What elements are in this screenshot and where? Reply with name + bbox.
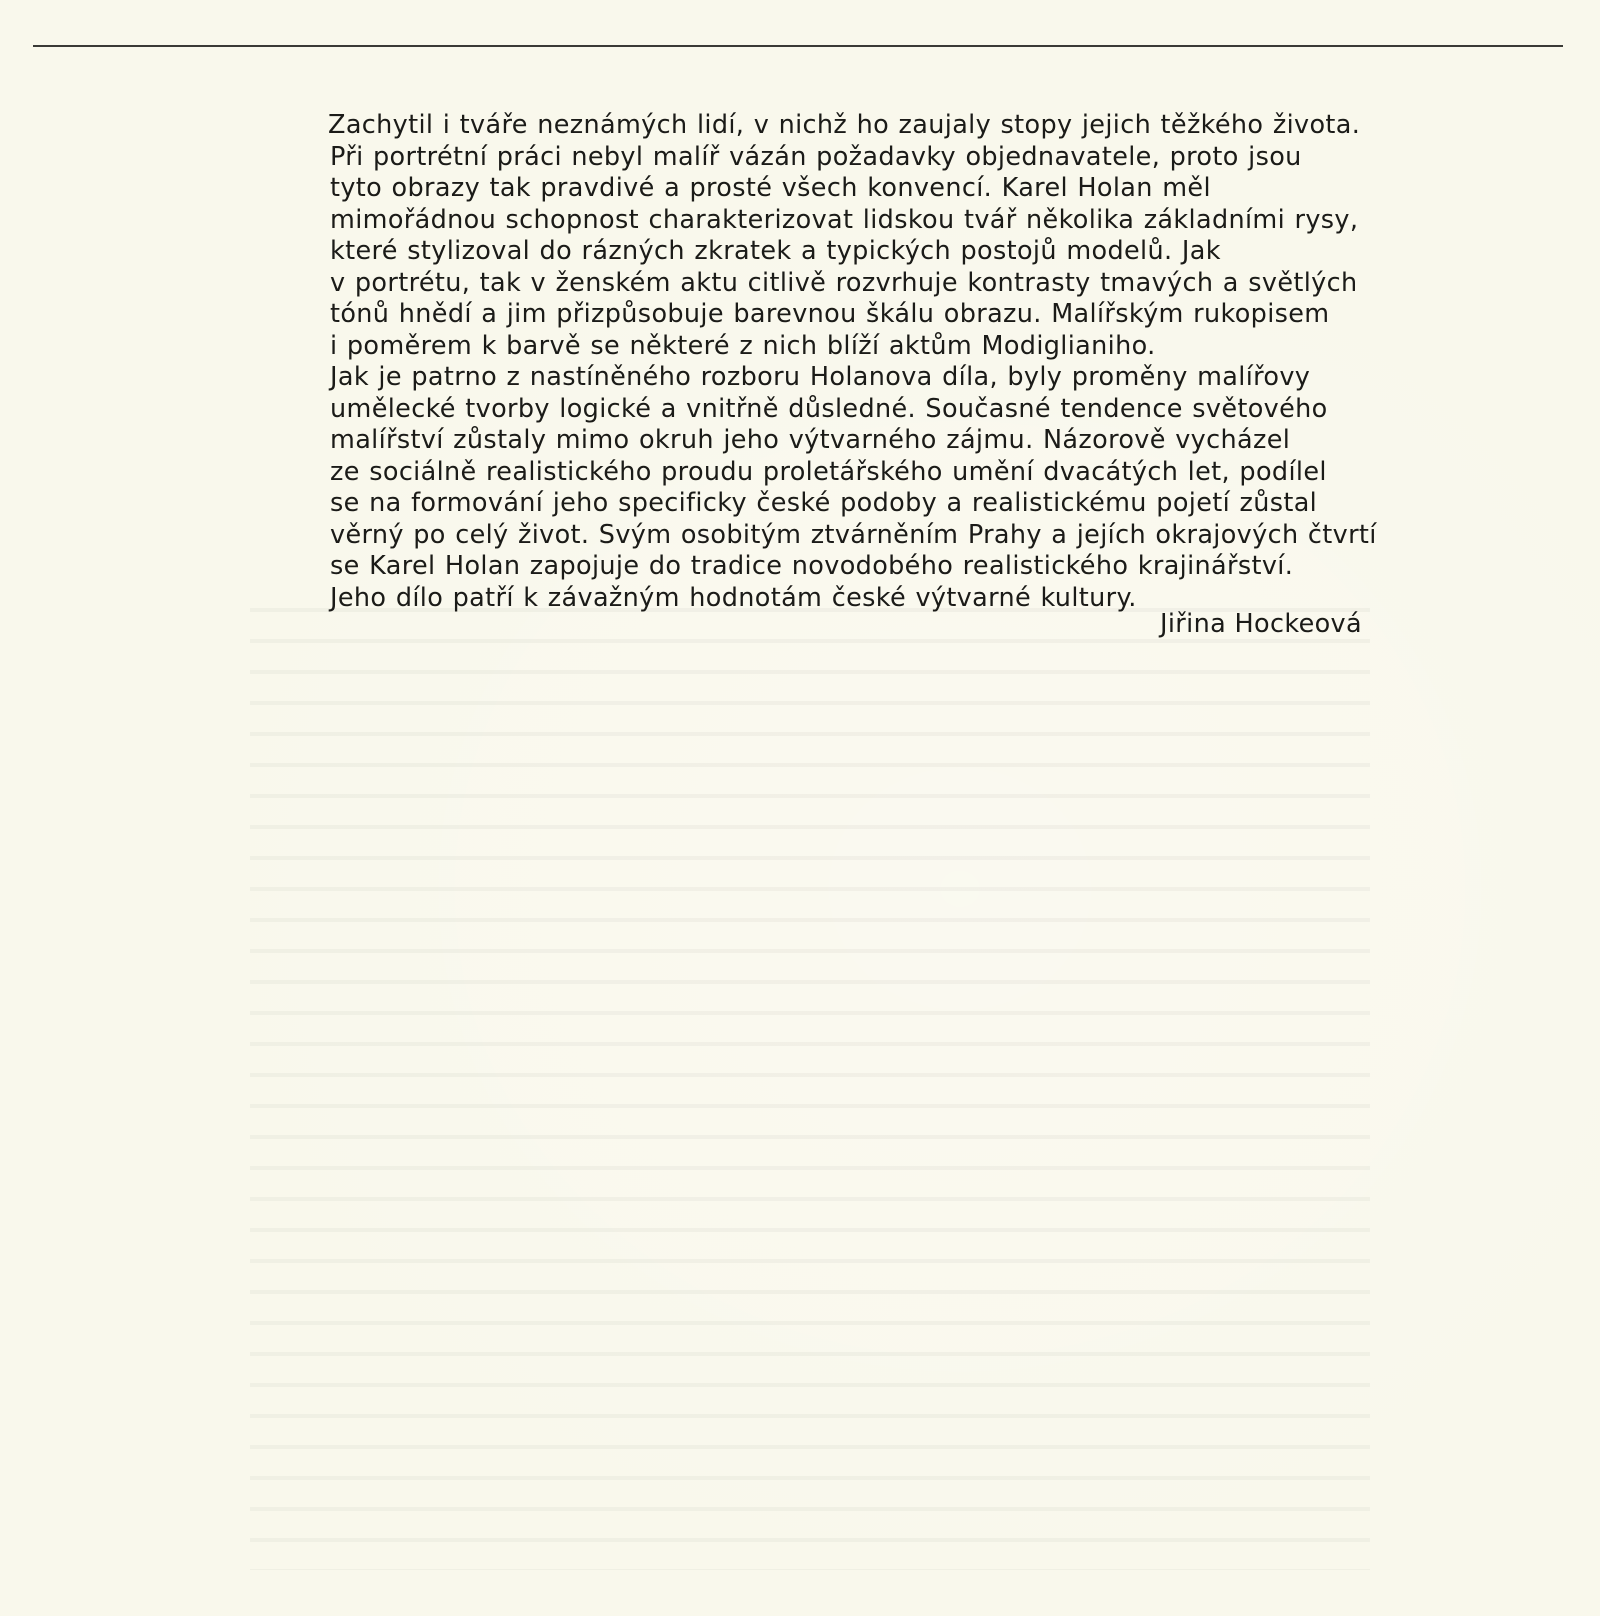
text-line-7: tónů hnědí a jim přizpůsobuje barevnou škálu obrazu. Malířským rukopisem [330,299,1330,329]
text-line-5: které stylizoval do rázných zkratek a typických postojů modelů. Jak [330,236,1221,266]
text-line-6: v portrétu, tak v ženském aktu citlivě rozvrhuje kontrasty tmavých a světlých [330,267,1358,298]
text-line-4: mimořádnou schopnost charakterizovat lidskou tvář několika základními rysy, [330,204,1359,235]
text-line-8: i poměrem k barvě se některé z nich blíží aktům Modiglianiho. [330,330,1156,361]
top-rule-divider [33,45,1563,47]
author-signature: Jiřina Hockeová [1160,609,1362,639]
text-line-3: tyto obrazy tak pravdivé a prosté všech konvencí. Karel Holan měl [330,173,1211,203]
reverse-side-bleed-through [250,590,1370,1570]
text-line-15: se Karel Holan zapojuje do tradice novodobého realistického krajinářství. [330,551,1294,581]
text-line-1: Zachytil i tváře neznámých lidí, v nichž ho zaujaly stopy jejich těžkého života. [328,110,1361,140]
text-line-14: věrný po celý život. Svým osobitým ztvárněním Prahy a jejích okrajových čtvrtí [330,519,1377,550]
text-line-16: Jeho dílo patří k závažným hodnotám české výtvarné kultury. [330,582,1137,613]
text-line-2: Při portrétní práci nebyl malíř vázán požadavky objednavatele, proto jsou [330,141,1302,172]
text-line-10: umělecké tvorby logické a vnitřně důsledné. Současné tendence světového [330,393,1328,424]
text-line-11: malířství zůstaly mimo okruh jeho výtvarného zájmu. Názorově vycházel [330,425,1291,455]
article-text [330,110,1420,614]
text-line-13: se na formování jeho specificky české podoby a realistickému pojetí zůstal [330,488,1318,518]
text-line-9: Jak je patrno z nastíněného rozboru Holanova díla, byly proměny malířovy [330,362,1311,392]
text-line-12: ze sociálně realistického proudu proletářského umění dvacátých let, podílel [330,456,1327,487]
